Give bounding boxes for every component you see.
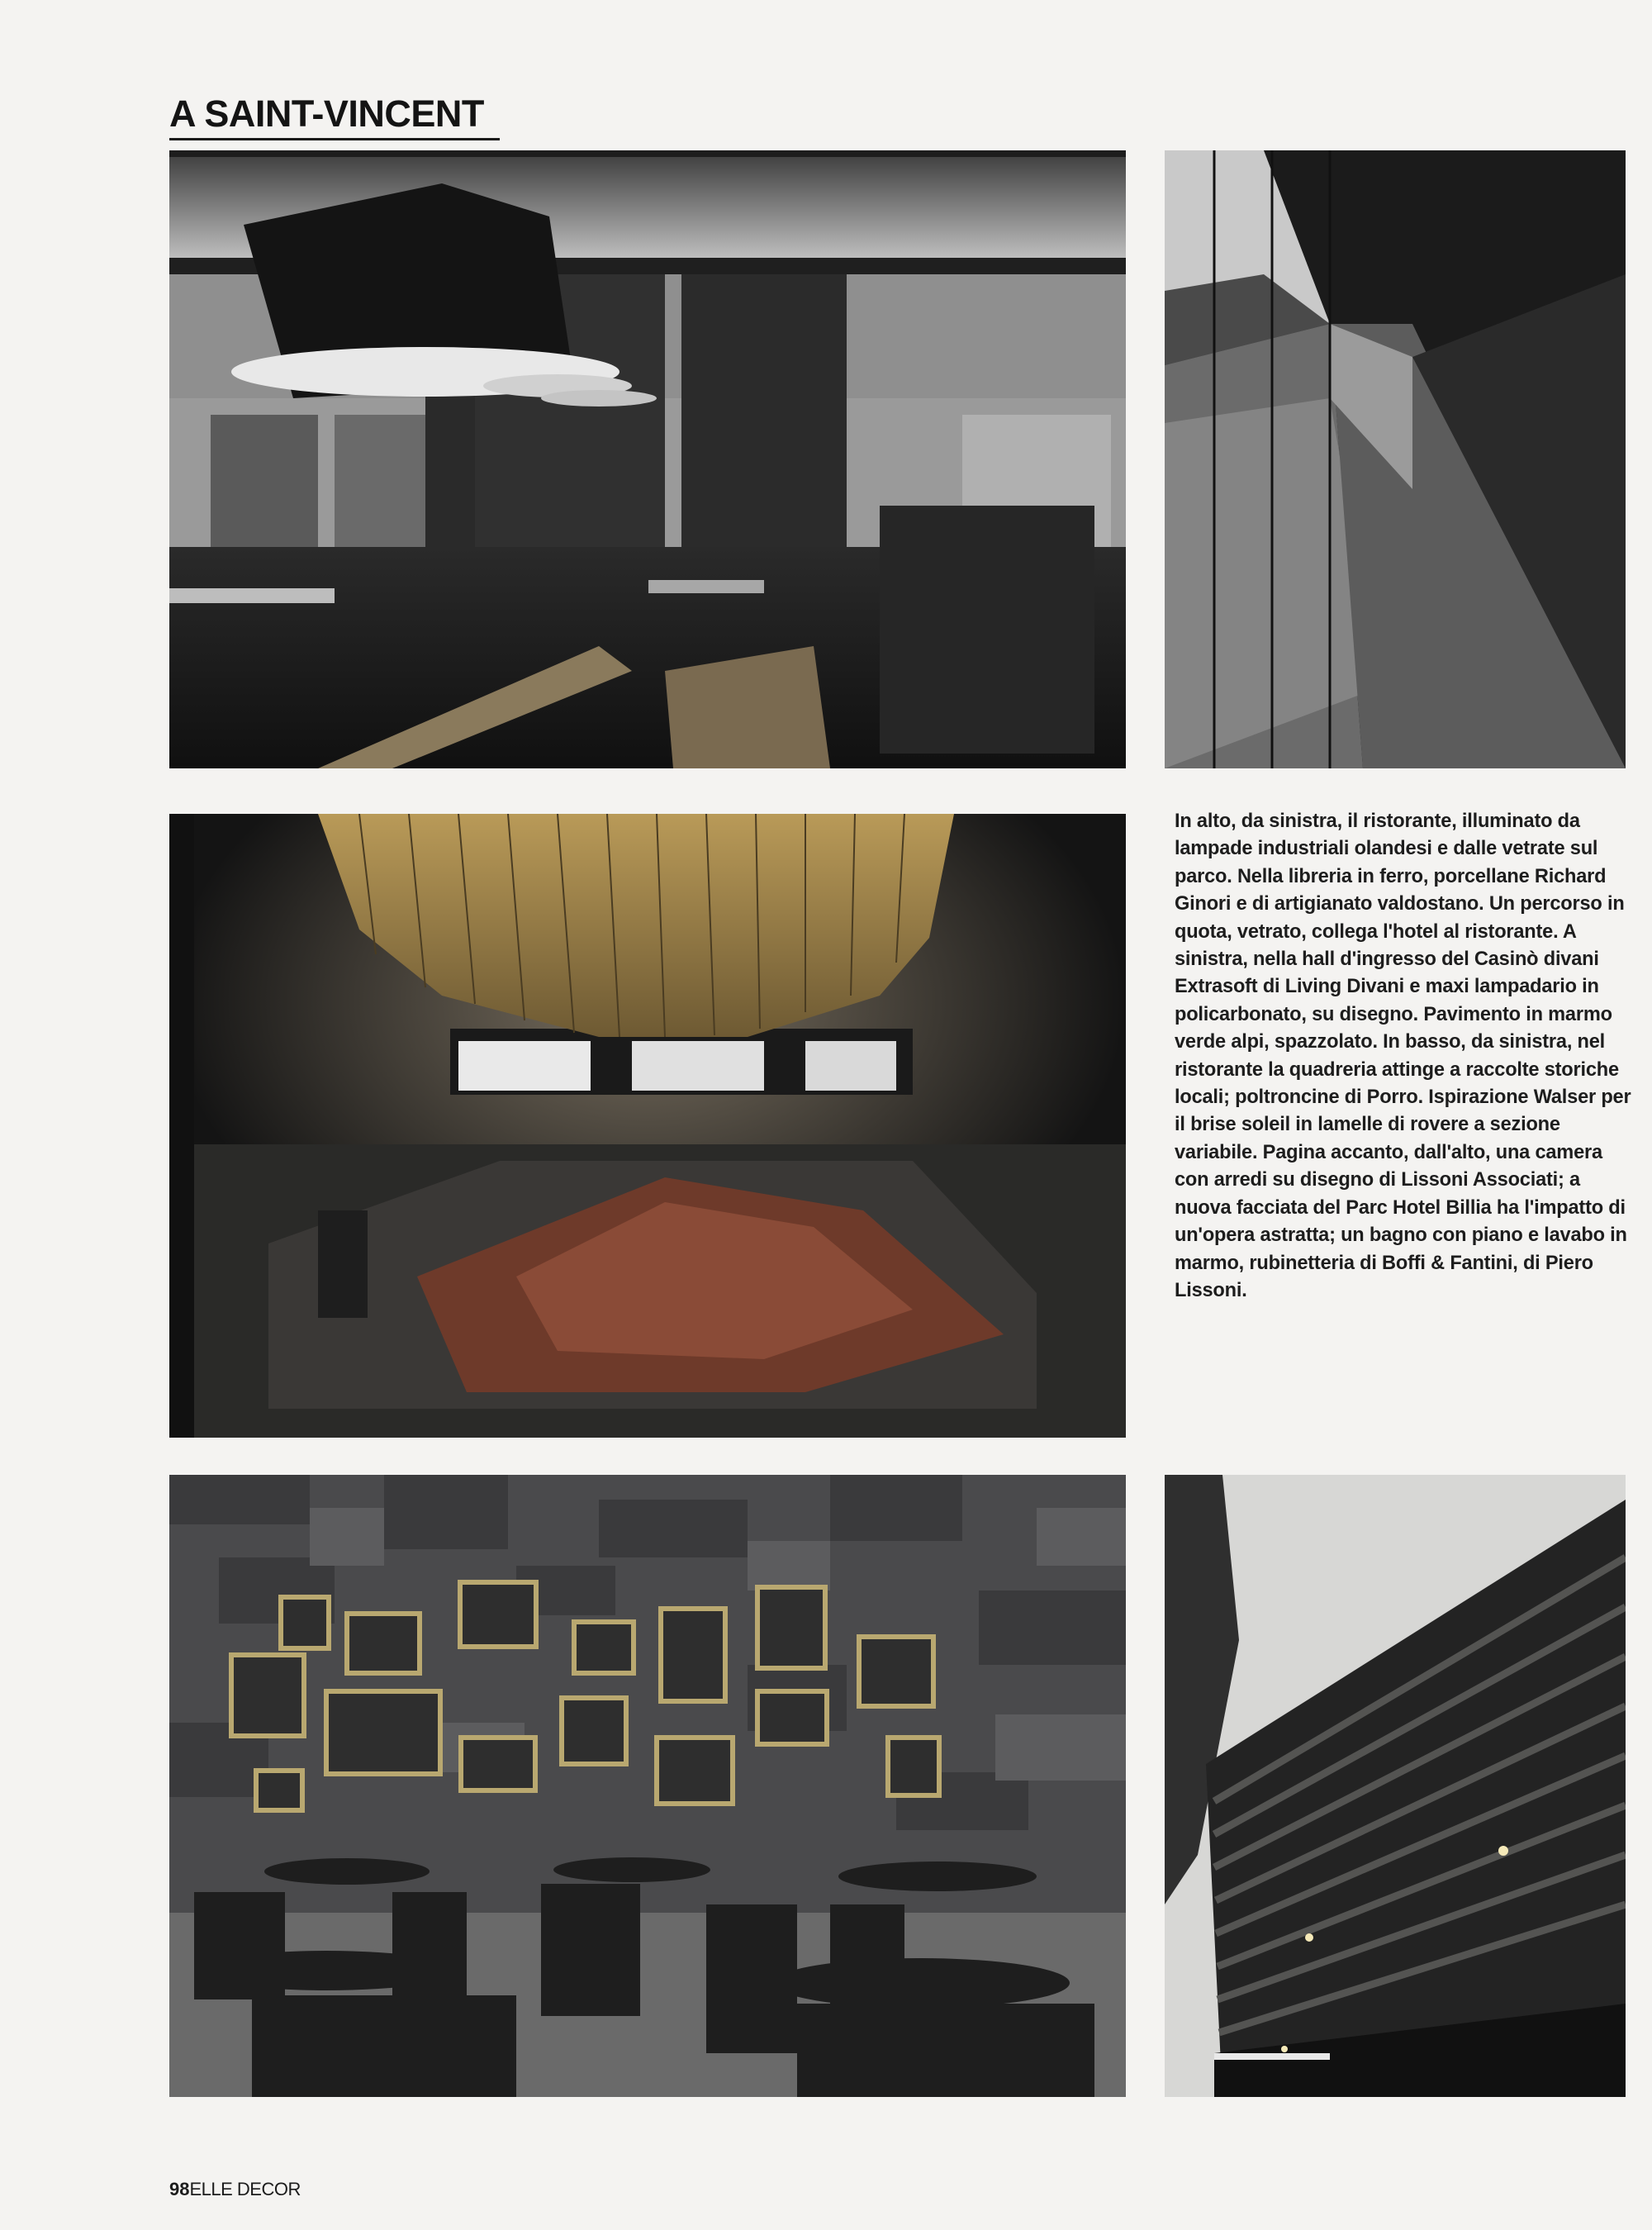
page-folio (169, 2179, 301, 2200)
page-number: 98 (169, 2179, 190, 2199)
section-title: A SAINT-VINCENT (169, 93, 484, 135)
magazine-name: ELLE DECOR (189, 2179, 301, 2199)
photo-facade-brise-soleil (1165, 1475, 1626, 2097)
photo-glass-corridor (1165, 150, 1626, 768)
photo-caption: In alto, da sinistra, il ristorante, illuminato da lampade industriali olandesi e dalle vetrate sul parco. Nella libreria in ferro, porcellane Richard Ginori e di artigianato valdostano. Un percorso in quota, vetrato, collega l'hotel al ristorante. A sinistra, nella hall d'ingresso del Casinò divani Extrasoft di Living Divani e maxi lampadario in policarbonato, su disegno. Pavimento in marmo verde alpi, spazzolato. In basso, da sinistra, nel ristorante la quadreria attinge a raccolte storiche locali; poltroncine di Porro. Ispirazione Walser per il brise soleil in lamelle di rovere a sezione variabile. Pagina accanto, dall'alto, una camera con arredi su disegno di Lissoni Associati; a nuova facciata del Parc Hotel Billia ha l'impatto di un'opera astratta; un bagno con piano e lavabo in marmo, rubinetteria di Boffi & Fantini, di Piero Lissoni. (1175, 811, 1631, 1301)
title-underline (169, 138, 500, 140)
photo-restaurant-lamps (169, 150, 1126, 768)
photo-restaurant-gallery (169, 1475, 1126, 2097)
photo-casino-hall (169, 814, 1126, 1438)
